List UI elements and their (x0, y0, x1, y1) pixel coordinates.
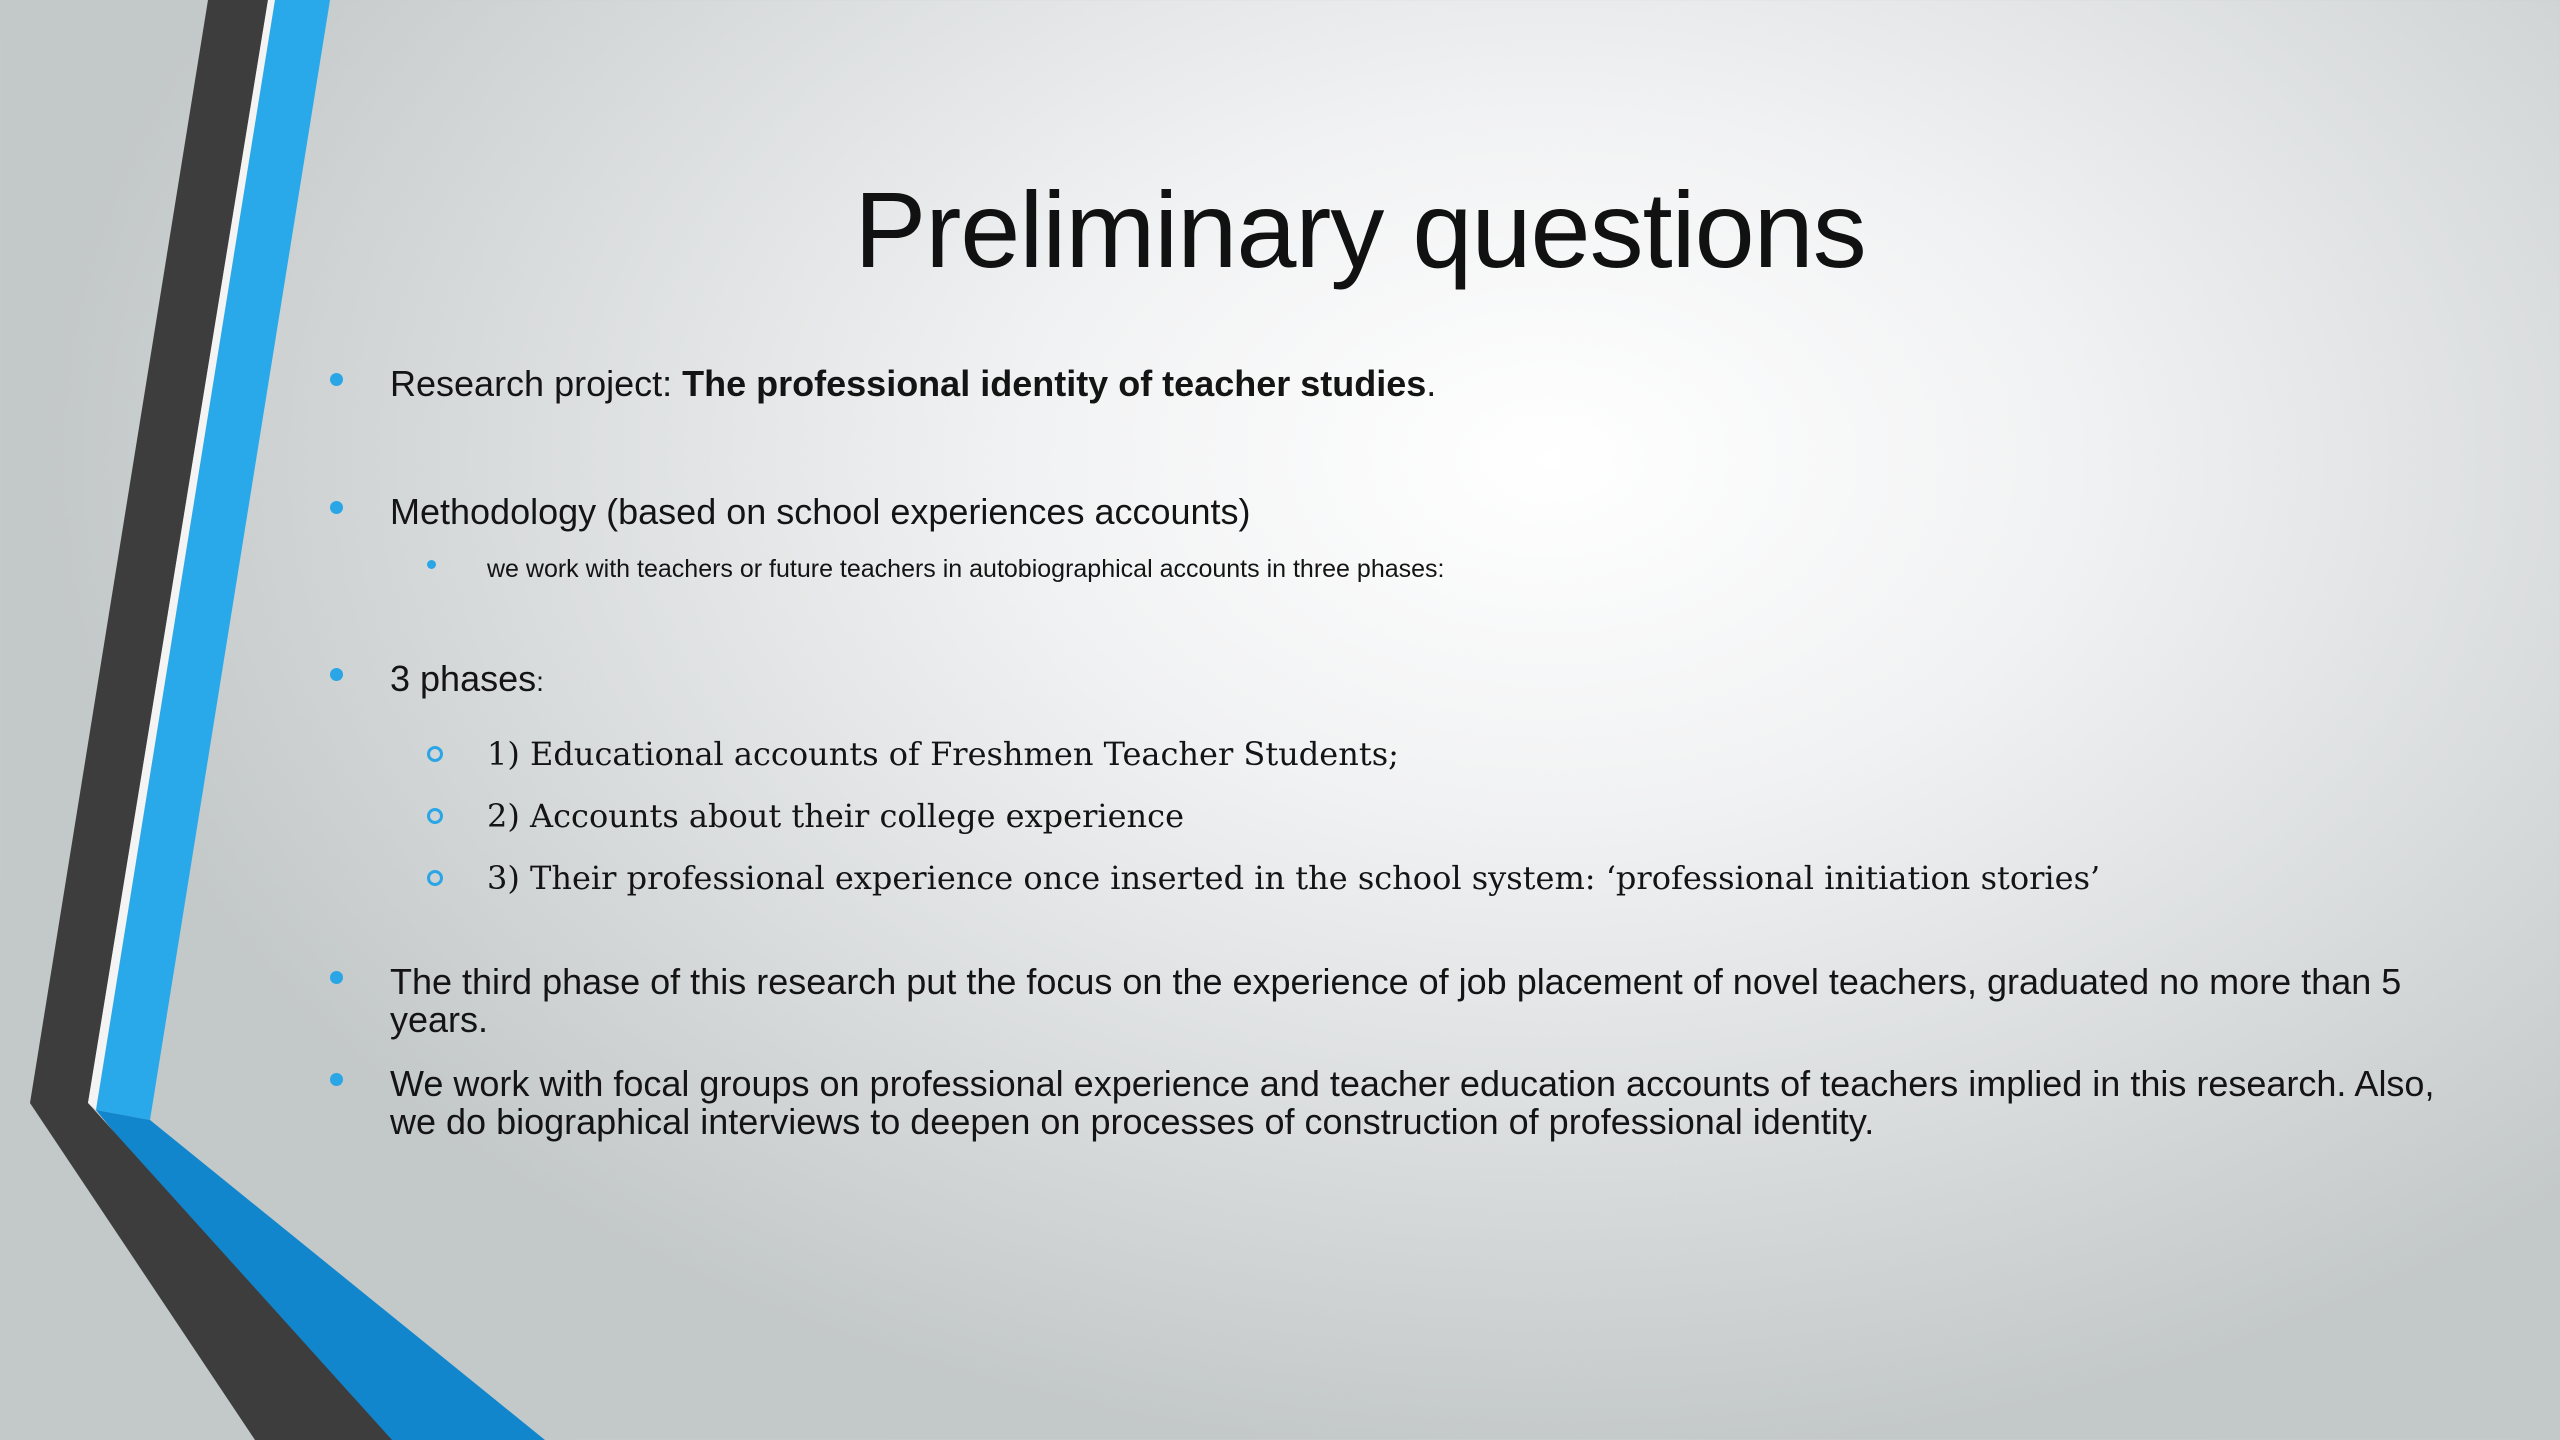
research-prefix: Research project: (390, 363, 683, 404)
phases-colon: : (536, 666, 544, 697)
bullet-dot-icon (427, 560, 436, 569)
ring-bullet-icon (427, 870, 443, 886)
bullet-dot-icon (330, 501, 343, 514)
phase-item-1 (487, 735, 2560, 773)
bullet-phases (390, 660, 2470, 701)
phase-item-3 (487, 859, 2560, 897)
methodology-sub-text: we work with teachers or future teachers in autobiographical accounts in three phases: (487, 555, 1445, 583)
bullet-dot-icon (330, 668, 343, 681)
third-phase-text: The third phase of this research put the focus on the experience of job placement of novel teachers, graduated no more than 5 years. (390, 961, 2402, 1040)
research-suffix: . (1426, 363, 1437, 404)
bullet-research-project (390, 365, 2470, 403)
phase-3-text: 3) Their professional experience once inserted in the school system: ‘professional initiation stories’ (487, 859, 2101, 897)
focal-groups-text: We work with focal groups on professional experience and teacher education accounts of teachers implied in this research. Also, we do biographical interviews to deepen on processes of construction of professional identity. (390, 1063, 2435, 1142)
slide-title: Preliminary questions (854, 169, 1866, 290)
research-title: The professional identity of teacher studies (682, 363, 1427, 404)
ring-bullet-icon (427, 808, 443, 824)
phase-1-text: 1) Educational accounts of Freshmen Teacher Students; (487, 735, 1399, 773)
phase-2-text: 2) Accounts about their college experience (487, 797, 1185, 835)
bullet-third-phase (390, 963, 2470, 1039)
bullet-methodology-sub (487, 554, 2560, 584)
dark-diagonal-stripe (30, 1103, 392, 1440)
bullet-dot-icon (330, 373, 343, 386)
phases-label: 3 phases (390, 658, 537, 699)
bullet-methodology (390, 493, 2470, 531)
ring-bullet-icon (427, 746, 443, 762)
methodology-text: Methodology (based on school experiences accounts) (390, 491, 1251, 532)
phase-item-2 (487, 797, 2560, 835)
bullet-dot-icon (330, 971, 343, 984)
bullet-focal-groups (390, 1065, 2470, 1141)
bullet-dot-icon (330, 1073, 343, 1086)
